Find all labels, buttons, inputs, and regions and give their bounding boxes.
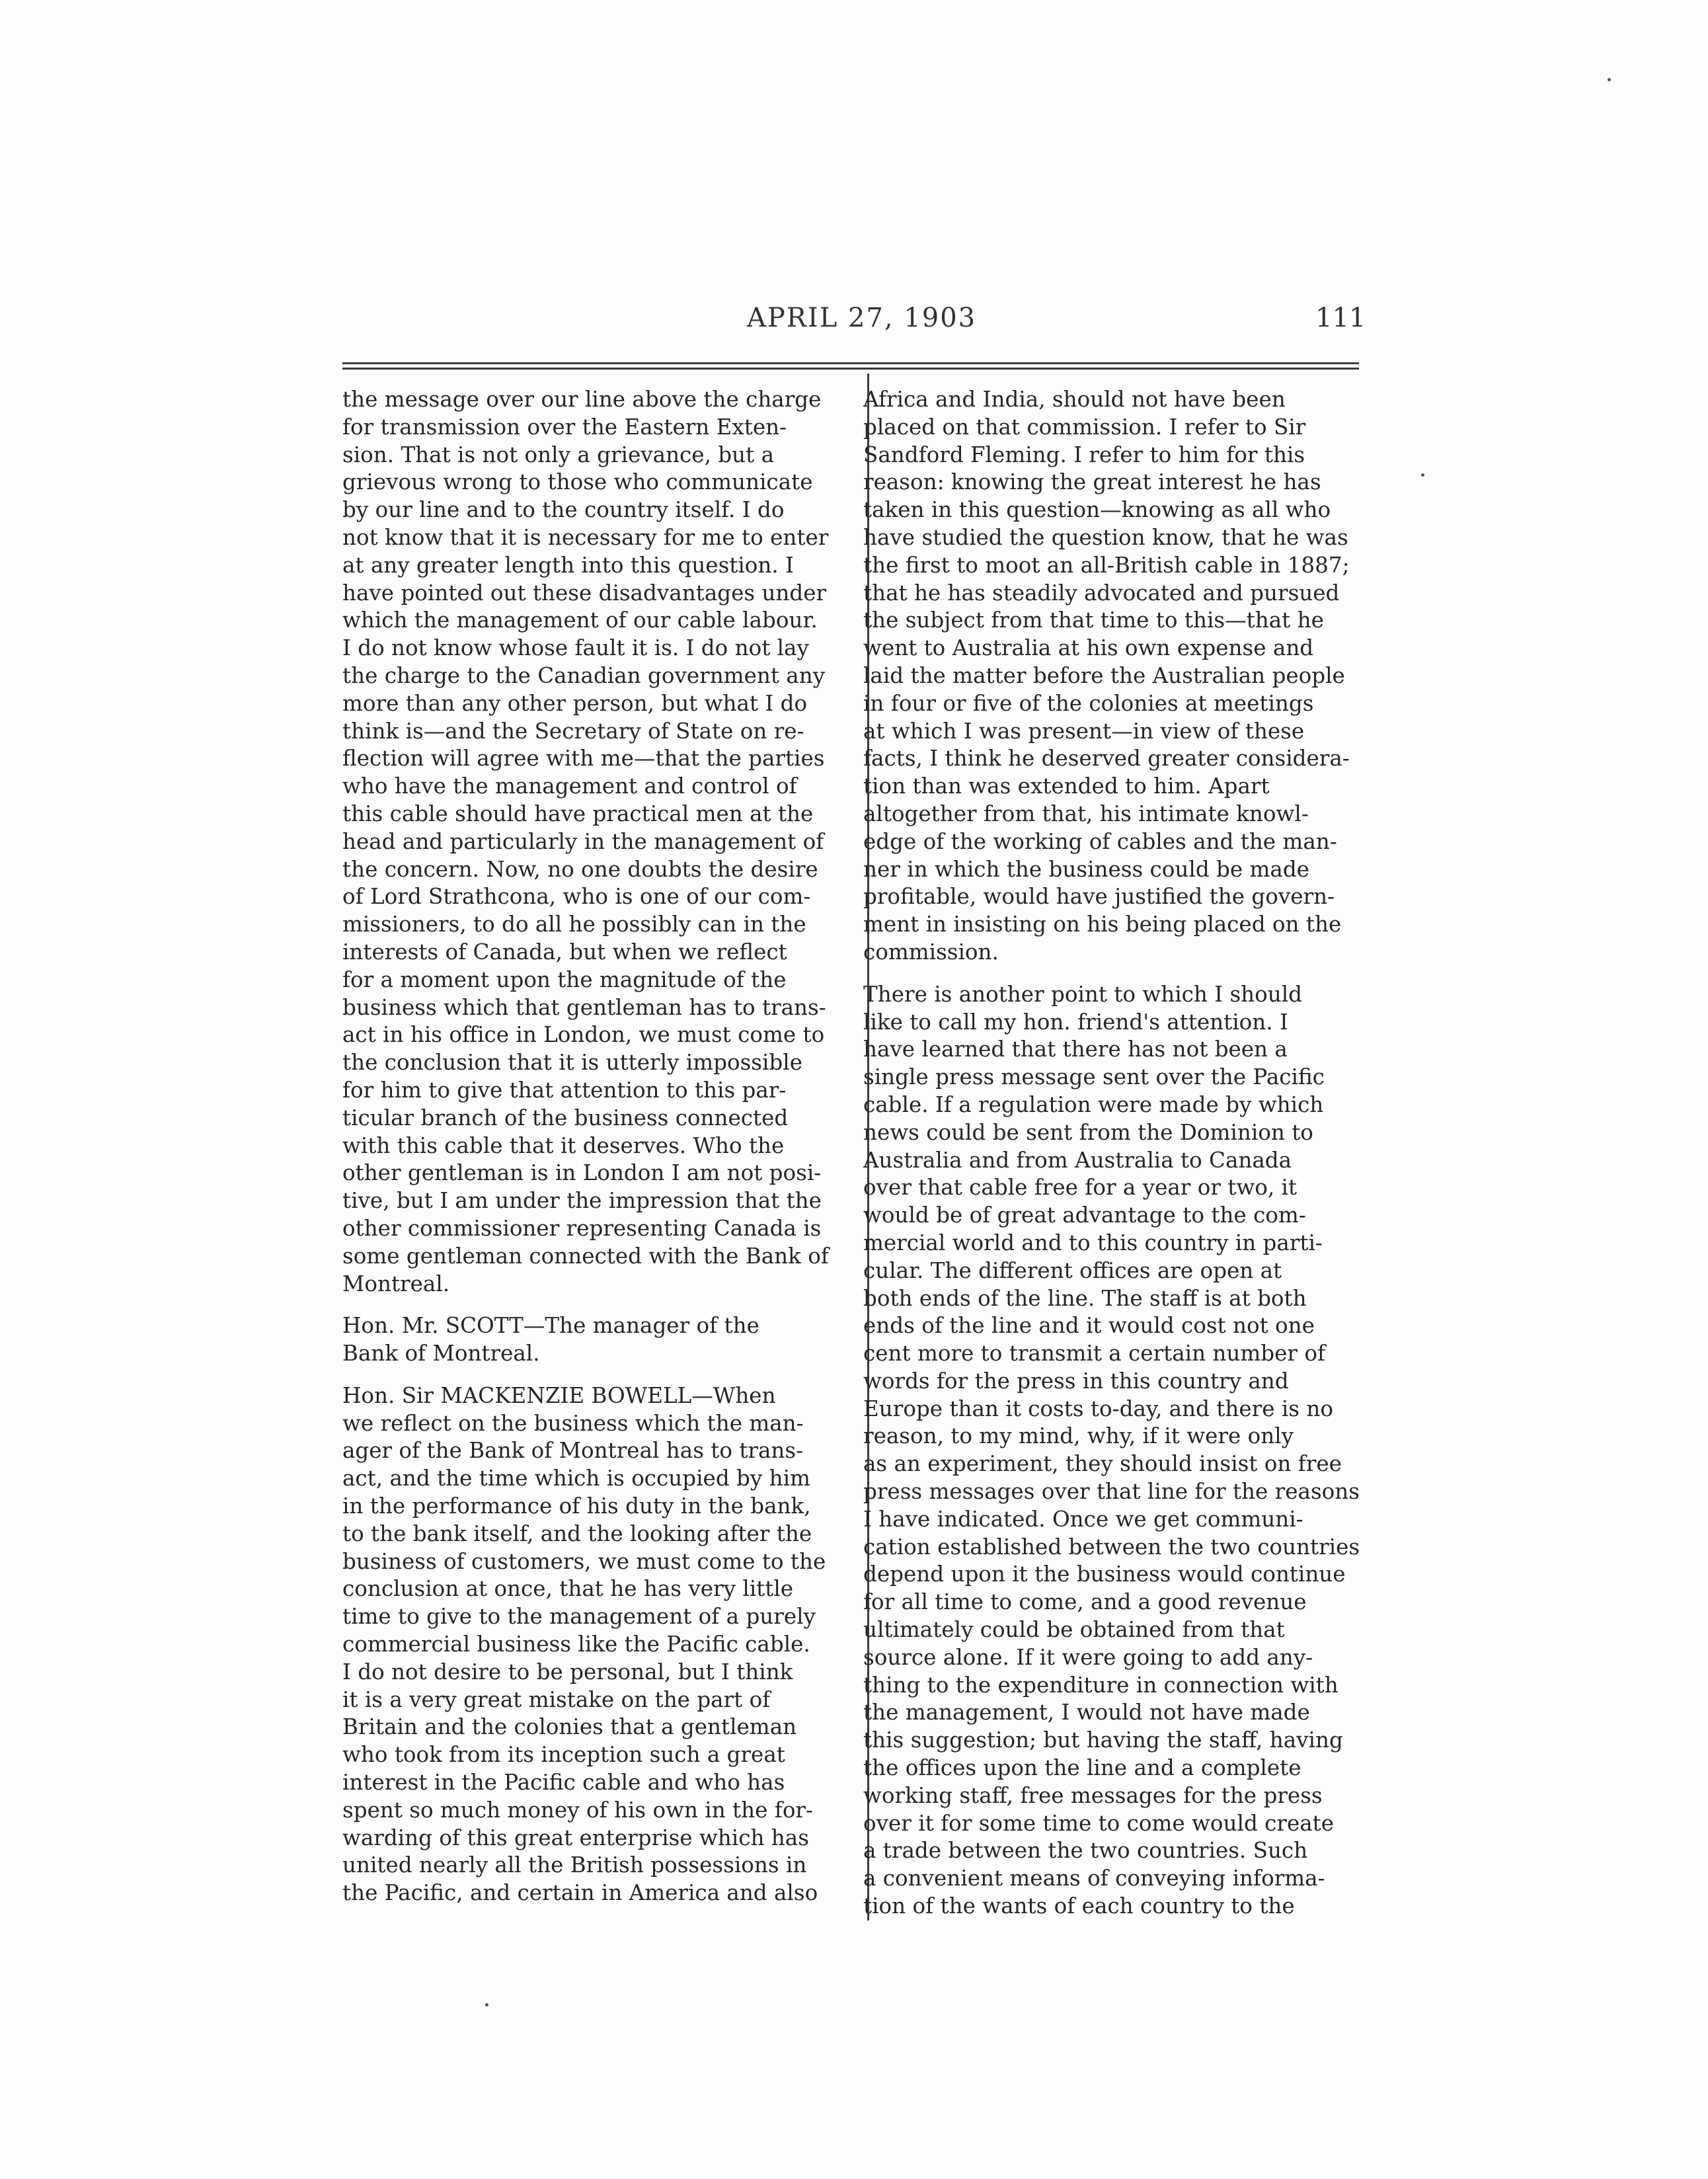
text-line: who took from its inception such a great xyxy=(342,1742,785,1768)
text-line: source alone. If it were going to add any- xyxy=(863,1644,1313,1670)
text-line: other commissioner representing Canada is xyxy=(342,1215,822,1241)
paper-speck xyxy=(1421,473,1424,477)
text-line: news could be sent from the Dominion to xyxy=(863,1119,1313,1145)
header-date: APRIL 27, 1903 xyxy=(747,303,977,333)
page-number: 111 xyxy=(1315,303,1366,333)
text-line: Sandford Fleming. I refer to him for this xyxy=(863,442,1305,467)
left-column xyxy=(342,386,850,1907)
text-line: for all time to come, and a good revenue xyxy=(863,1589,1307,1615)
text-line: the conclusion that it is utterly impossible xyxy=(342,1050,802,1076)
paper-speck xyxy=(1608,78,1611,81)
text-line: in four or five of the colonies at meetings xyxy=(863,690,1314,716)
text-line: by our line and to the country itself. I do xyxy=(342,497,785,523)
text-line: cation established between the two countries xyxy=(863,1534,1360,1560)
text-line: for a moment upon the magnitude of the xyxy=(342,967,787,992)
text-line: There is another point to which I should xyxy=(863,981,1303,1007)
text-line: cent more to transmit a certain number of xyxy=(863,1341,1326,1367)
text-line: who have the management and control of xyxy=(342,773,797,799)
text-line: flection will agree with me—that the parties xyxy=(342,746,825,772)
text-line: spent so much money of his own in the for- xyxy=(342,1797,814,1823)
text-line: reason: knowing the great interest he has xyxy=(863,469,1321,495)
text-line: not know that it is necessary for me to enter xyxy=(342,524,829,550)
right-column xyxy=(863,386,1368,1921)
paragraph-cable-management xyxy=(342,386,850,1298)
text-line: Hon. Sir MACKENZIE BOWELL—When xyxy=(342,1382,776,1408)
text-line: ultimately could be obtained from that xyxy=(863,1617,1285,1643)
text-line: the message over our line above the charge xyxy=(342,387,822,412)
text-line: ticular branch of the business connected xyxy=(342,1105,789,1130)
text-line: think is—and the Secretary of State on re- xyxy=(342,718,804,744)
text-line: taken in this question—knowing as all who xyxy=(863,497,1331,523)
text-line: the offices upon the line and a complete xyxy=(863,1755,1301,1781)
text-line: to the bank itself, and the looking after the xyxy=(342,1521,812,1546)
text-line: interest in the Pacific cable and who has xyxy=(342,1770,785,1796)
text-line: a trade between the two countries. Such xyxy=(863,1838,1308,1864)
text-line: ment in insisting on his being placed on the xyxy=(863,912,1342,937)
text-line: this cable should have practical men at the xyxy=(342,801,814,826)
text-line: reason, to my mind, why, if it were only xyxy=(863,1423,1294,1449)
paper-speck xyxy=(485,2003,488,2006)
text-line: have pointed out these disadvantages under xyxy=(342,580,827,606)
text-line: tive, but I am under the impression that the xyxy=(342,1188,822,1214)
text-line: Australia and from Australia to Canada xyxy=(863,1147,1292,1173)
text-line: ner in which the business could be made xyxy=(863,856,1309,882)
text-line: mercial world and to this country in parti- xyxy=(863,1230,1323,1255)
text-line: at which I was present—in view of these xyxy=(863,718,1305,744)
text-line: time to give to the management of a purely xyxy=(342,1604,816,1630)
text-line: sion. That is not only a grievance, but a xyxy=(342,442,774,467)
text-line: single press message sent over the Pacific xyxy=(863,1064,1325,1090)
text-line: as an experiment, they should insist on free xyxy=(863,1451,1342,1477)
text-line: with this cable that it deserves. Who the xyxy=(342,1132,785,1158)
text-line: went to Australia at his own expense and xyxy=(863,635,1314,661)
text-line: over it for some time to come would create xyxy=(863,1810,1335,1836)
text-line: commission. xyxy=(863,939,999,965)
text-line: grievous wrong to those who communicate xyxy=(342,469,813,495)
text-line: Europe than it costs to-day, and there is no xyxy=(863,1396,1333,1421)
text-line: the Pacific, and certain in America and also xyxy=(342,1880,818,1906)
text-line: ends of the line and it would cost not one xyxy=(863,1313,1315,1339)
text-line: working staff, free messages for the press xyxy=(863,1782,1323,1808)
header-rule-bottom xyxy=(342,368,1359,370)
text-line: Britain and the colonies that a gentleman xyxy=(342,1714,797,1740)
text-line: of Lord Strathcona, who is one of our com- xyxy=(342,884,811,910)
text-line: united nearly all the British possessions in xyxy=(342,1852,807,1878)
text-line: business which that gentleman has to trans- xyxy=(342,994,826,1020)
text-line: which the management of our cable labour. xyxy=(342,608,818,633)
text-line: laid the matter before the Australian people xyxy=(863,662,1345,688)
paragraph-sandford-fleming xyxy=(863,386,1368,967)
text-line: a convenient means of conveying informa- xyxy=(863,1866,1325,1891)
text-line: the charge to the Canadian government any xyxy=(342,662,826,688)
text-line: that he has steadily advocated and pursued xyxy=(863,580,1340,606)
text-line: over that cable free for a year or two, it xyxy=(863,1175,1298,1201)
paragraph-bowell-reply xyxy=(342,1382,850,1907)
text-line: placed on that commission. I refer to Sir xyxy=(863,414,1306,440)
text-line: would be of great advantage to the com- xyxy=(863,1203,1306,1228)
text-line: like to call my hon. friend's attention. I xyxy=(863,1009,1288,1035)
text-line: words for the press in this country and xyxy=(863,1368,1289,1394)
text-line: Africa and India, should not have been xyxy=(863,387,1286,412)
text-line: I do not know whose fault it is. I do not lay xyxy=(342,635,809,661)
text-line: cable. If a regulation were made by which xyxy=(863,1091,1324,1117)
text-line: commercial business like the Pacific cable. xyxy=(342,1632,810,1657)
text-line: at any greater length into this question. I xyxy=(342,552,794,578)
text-line: press messages over that line for the reasons xyxy=(863,1479,1360,1505)
text-line: more than any other person, but what I do xyxy=(342,690,808,716)
text-line: tion than was extended to him. Apart xyxy=(863,773,1270,799)
text-line: warding of this great enterprise which has xyxy=(342,1825,809,1850)
text-line: the subject from that time to this—that he xyxy=(863,608,1324,633)
text-line: missioners, to do all he possibly can in the xyxy=(342,912,806,937)
text-line: I have indicated. Once we get communi- xyxy=(863,1506,1303,1532)
text-line: tion of the wants of each country to the xyxy=(863,1893,1295,1919)
header-rule-top xyxy=(342,362,1359,364)
text-line: have studied the question know, that he was xyxy=(863,524,1348,550)
text-line: act in his office in London, we must come to xyxy=(342,1022,825,1048)
text-line: have learned that there has not been a xyxy=(863,1037,1288,1062)
paragraph-scott-interjection xyxy=(342,1312,850,1368)
text-line: some gentleman connected with the Bank of xyxy=(342,1243,829,1269)
text-line: depend upon it the business would continue xyxy=(863,1562,1346,1587)
text-line: in the performance of his duty in the bank, xyxy=(342,1493,811,1519)
text-line: both ends of the line. The staff is at both xyxy=(863,1285,1307,1311)
text-line: head and particularly in the management of xyxy=(342,828,824,854)
text-line: profitable, would have justified the govern- xyxy=(863,884,1335,910)
text-line: thing to the expenditure in connection with xyxy=(863,1672,1339,1698)
text-line: Montreal. xyxy=(342,1271,450,1296)
text-line: I do not desire to be personal, but I think xyxy=(342,1659,793,1684)
text-line: ager of the Bank of Montreal has to trans- xyxy=(342,1438,804,1464)
text-line: other gentleman is in London I am not posi- xyxy=(342,1160,822,1186)
text-line: for him to give that attention to this par- xyxy=(342,1077,787,1103)
text-line: Hon. Mr. SCOTT—The manager of the xyxy=(342,1313,759,1339)
text-line: it is a very great mistake on the part of xyxy=(342,1686,771,1712)
text-line: conclusion at once, that he has very little xyxy=(342,1576,794,1602)
text-line: altogether from that, his intimate knowl- xyxy=(863,801,1309,826)
text-line: the management, I would not have made xyxy=(863,1700,1310,1725)
text-line: we reflect on the business which the man- xyxy=(342,1410,804,1436)
text-line: edge of the working of cables and the man- xyxy=(863,828,1337,854)
text-line: the concern. Now, no one doubts the desire xyxy=(342,856,818,882)
text-line: act, and the time which is occupied by him xyxy=(342,1466,810,1491)
text-line: facts, I think he deserved greater considera- xyxy=(863,746,1350,772)
text-line: cular. The different offices are open at xyxy=(863,1257,1282,1283)
text-line: the first to moot an all-British cable in 1887; xyxy=(863,552,1350,578)
paragraph-press-messages xyxy=(863,981,1368,1921)
text-line: Bank of Montreal. xyxy=(342,1341,540,1367)
text-line: this suggestion; but having the staff, having xyxy=(863,1727,1343,1753)
text-line: for transmission over the Eastern Exten- xyxy=(342,414,787,440)
text-line: business of customers, we must come to the xyxy=(342,1548,826,1574)
text-line: interests of Canada, but when we reflect xyxy=(342,939,787,965)
